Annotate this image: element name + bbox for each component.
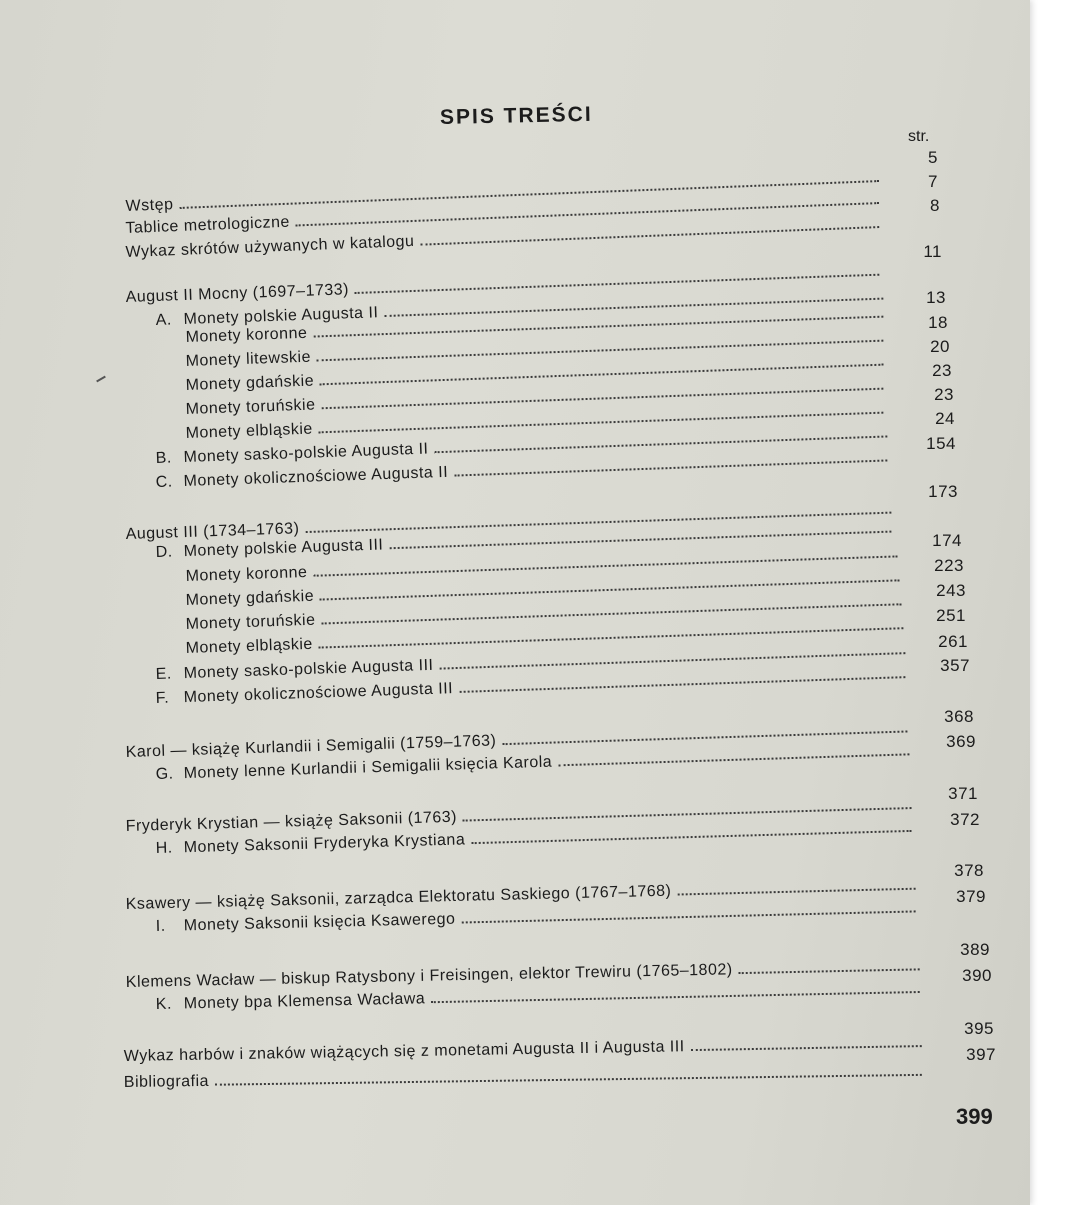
toc-entry-label: Wykaz harbów i znaków wiążących się z monetami Augusta II i Augusta III [123, 1038, 685, 1066]
toc-entry-label: Monety sasko-polskie Augusta II [183, 440, 429, 467]
toc-page-number: 372 [950, 810, 980, 829]
toc-page-number: 243 [936, 581, 966, 600]
toc-page-number: 389 [960, 940, 990, 959]
toc-entry-letter: B. [155, 449, 173, 468]
toc-entry-label: Monety bpa Klemensa Wacława [183, 990, 426, 1013]
toc-page-number: 7 [928, 172, 938, 191]
toc-page-number: 371 [948, 784, 978, 803]
toc-entry-label: Monety toruńskie [185, 396, 316, 419]
page-title: SPIS TREŚCI [439, 102, 593, 129]
toc-page-number: 5 [928, 148, 938, 167]
toc-entry-label: Monety sasko-polskie Augusta III [183, 656, 434, 683]
toc-entry-label: Monety polskie Augusta II [183, 304, 379, 329]
toc-entry-label: Monety litewskie [185, 348, 312, 371]
toc-entry-letter: G. [155, 765, 174, 784]
toc-page-number: 18 [928, 313, 948, 332]
toc-entry-label: Tablice metrologiczne [125, 213, 291, 238]
toc-entry-label: Monety toruńskie [185, 611, 316, 634]
toc-page-number: 369 [946, 732, 976, 751]
toc-entry-label: Fryderyk Krystian — książę Saksonii (1763) [125, 808, 458, 836]
toc-page-number: 251 [936, 606, 966, 625]
toc-page-number: 395 [964, 1019, 994, 1038]
toc-entry-label: Klemens Wacław — biskup Ratysbony i Freisingen, elektor Trewiru (1765–1802) [125, 961, 733, 992]
toc-entry-label: Wykaz skrótów używanych w katalogu [125, 232, 415, 262]
toc-entry-letter: F. [155, 689, 170, 708]
toc-entry-letter: H. [155, 839, 173, 858]
toc-entry-label: Monety okolicznościowe Augusta III [183, 680, 454, 707]
toc-page-number: 154 [926, 434, 956, 453]
toc-entry-label: August III (1734–1763) [125, 520, 300, 544]
toc-entry-label: Monety koronne [185, 563, 308, 586]
toc-entry-label: Monety gdańskie [185, 372, 315, 395]
toc-entry-letter: D. [155, 543, 173, 562]
toc-entry-label: Monety koronne [185, 324, 308, 347]
toc-entry-label: August II Mocny (1697–1733) [125, 281, 350, 307]
toc-page-number: 223 [934, 556, 964, 575]
toc-page-number: 397 [966, 1045, 996, 1064]
page-column-label: str. [908, 128, 930, 145]
toc-entry-label: Ksawery — książę Saksonii, zarządca Elektoratu Saskiego (1767–1768) [125, 882, 672, 914]
toc-page-number: 20 [930, 337, 950, 356]
toc-page-number: 13 [926, 288, 946, 307]
toc-entry-label: Monety elbląskie [185, 420, 314, 443]
toc-entry-label: Monety elbląskie [185, 635, 314, 658]
toc-entry-letter: A. [155, 311, 173, 330]
toc-page-number: 368 [944, 707, 974, 726]
folio-number: 399 [956, 1104, 993, 1129]
toc-page-number: 8 [930, 196, 940, 215]
toc-entry-label: Monety polskie Augusta III [183, 536, 384, 561]
toc-entry-label: Wstęp [125, 196, 174, 216]
toc-entry-label: Monety Saksonii księcia Ksawerego [183, 910, 456, 935]
toc-entry-label: Bibliografia [123, 1072, 210, 1092]
toc-entry-label: Monety Saksonii Fryderyka Krystiana [183, 831, 466, 857]
toc-page-number: 390 [962, 966, 992, 985]
toc-entry-label: Monety lenne Kurlandii i Semigalii księcia Karola [183, 753, 553, 783]
toc-entry-letter: E. [155, 665, 173, 684]
toc-entry-label: Monety okolicznościowe Augusta II [183, 463, 449, 491]
toc-entry-label: Karol — książę Kurlandii i Semigalii (1759–1763) [125, 732, 497, 762]
toc-page-number: 23 [932, 361, 952, 380]
toc-page-number: 174 [932, 531, 962, 550]
toc-entry-label: Monety gdańskie [185, 587, 315, 610]
toc-page-number: 378 [954, 861, 984, 880]
toc-page-number: 11 [923, 242, 942, 261]
toc-page-number: 357 [940, 656, 970, 675]
toc-entry-letter: C. [155, 473, 173, 492]
toc-page-number: 24 [935, 409, 955, 428]
toc-page-number: 379 [956, 887, 986, 906]
toc-page-number: 173 [928, 482, 958, 501]
toc-entry-letter: K. [155, 995, 173, 1014]
toc-page-number: 23 [934, 385, 954, 404]
toc-entry-letter: I. [155, 917, 166, 936]
toc-page-number: 261 [938, 632, 968, 651]
